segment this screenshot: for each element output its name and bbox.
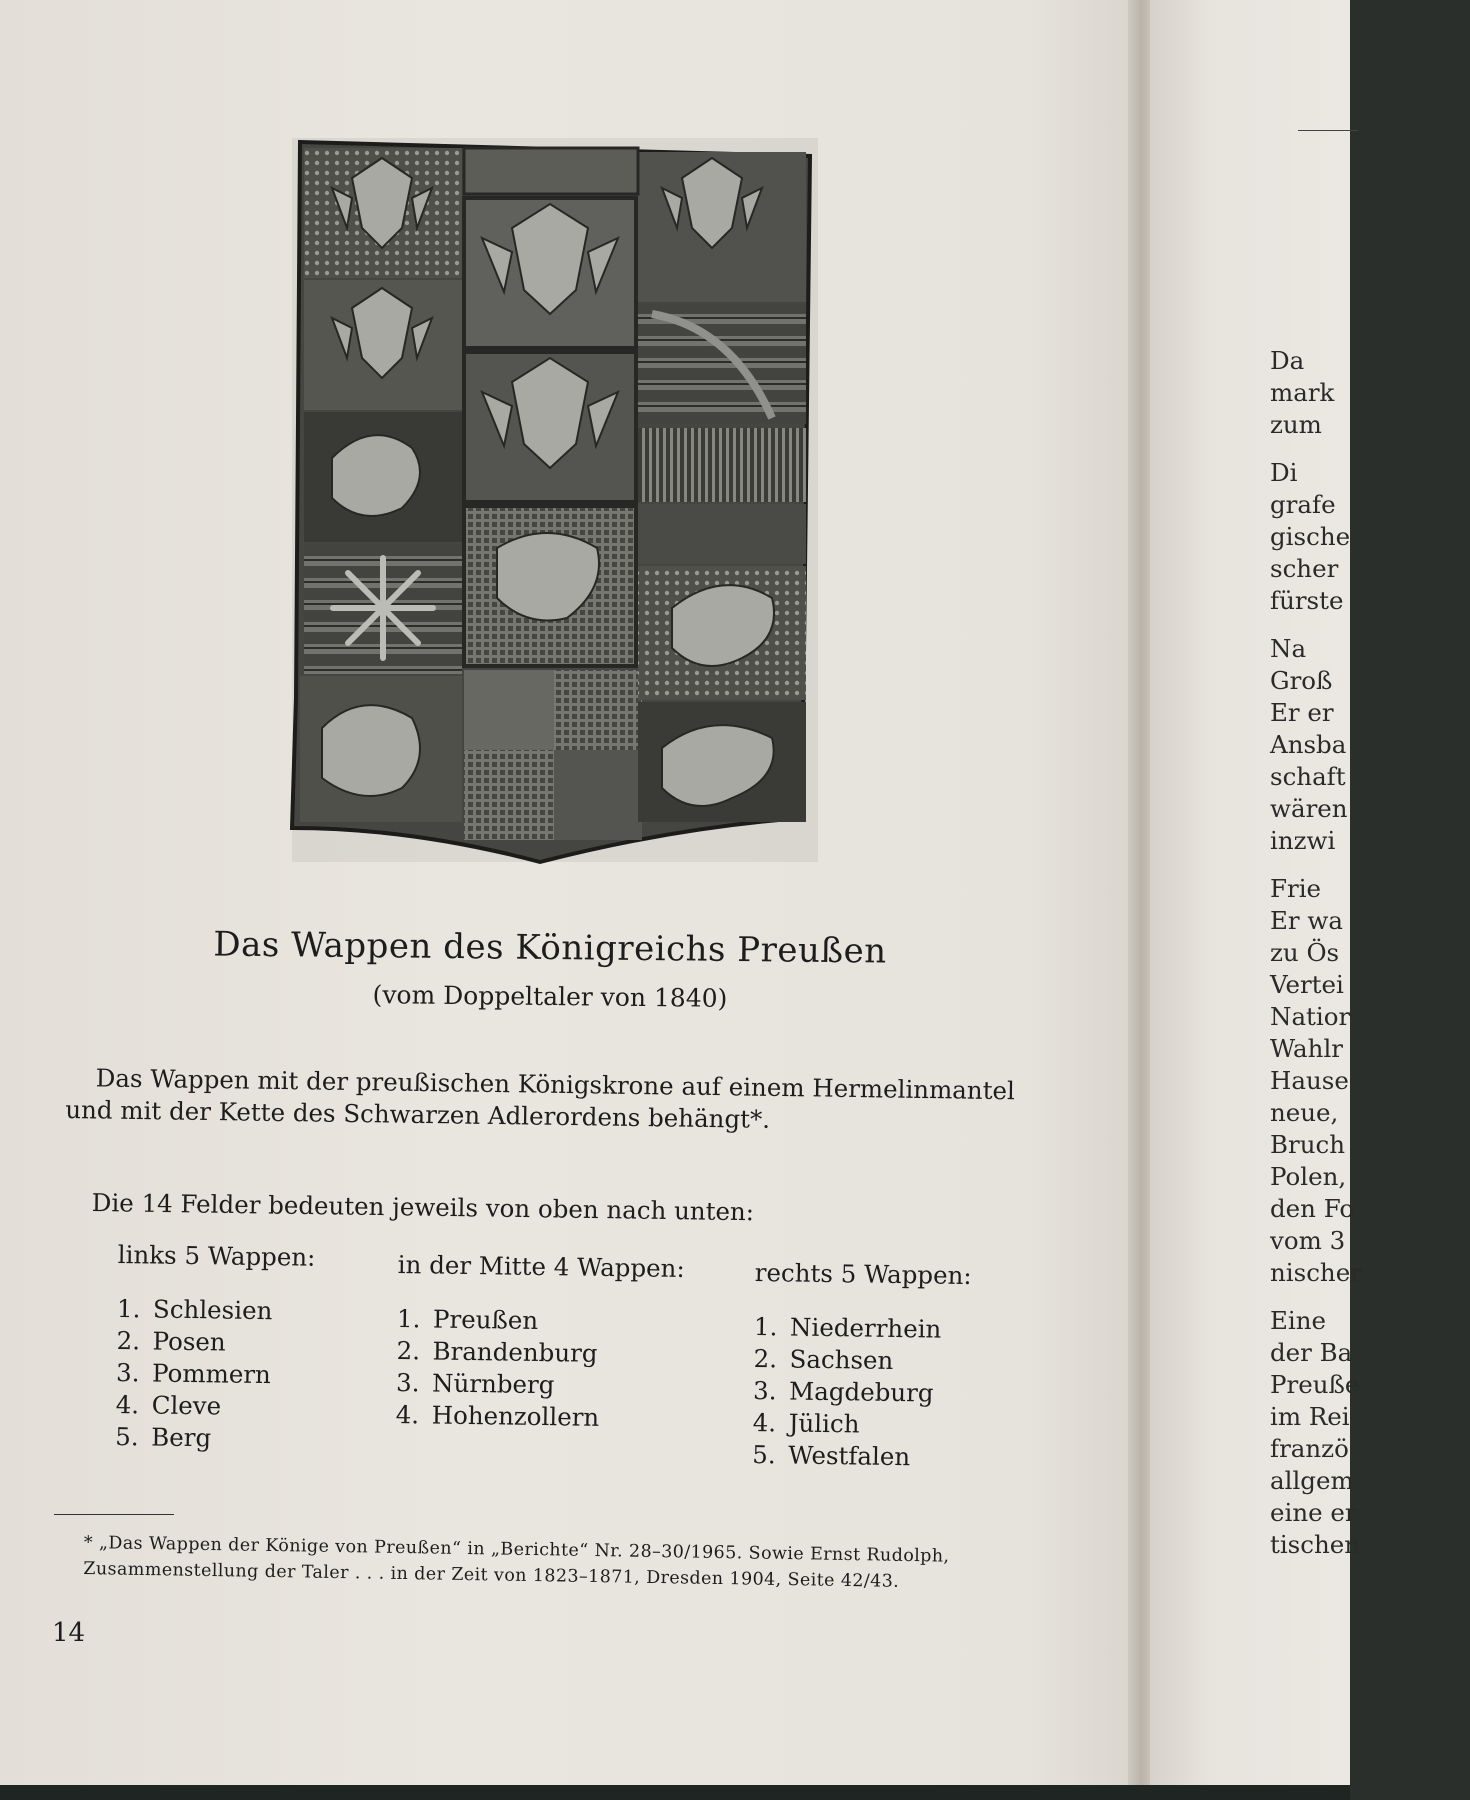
list-item: 3. Pommern bbox=[115, 1357, 272, 1390]
text-fragment: Hause bbox=[1270, 1066, 1349, 1095]
list-item: 5. Berg bbox=[115, 1421, 212, 1453]
right-page-text-fragments bbox=[1270, 345, 1470, 1561]
footnote-line: Zusammenstellung der Taler . . . in der Zeit von 1823–1871, Dresden 1904, Seite 42/43. bbox=[83, 1558, 900, 1592]
list-item: 2. Sachsen bbox=[753, 1343, 894, 1375]
field-list bbox=[752, 1311, 971, 1474]
footnote-line: * „Das Wappen der Könige von Preußen“ in „Berichte“ Nr. 28–30/1965. Sowie Ernst Rudolph, bbox=[83, 1532, 950, 1567]
paragraph-gap bbox=[1270, 1289, 1470, 1305]
text-fragment: Groß bbox=[1270, 666, 1333, 695]
list-item: 4. Hohenzollern bbox=[395, 1399, 600, 1432]
text-fragment: Na bbox=[1270, 634, 1307, 663]
list-item: 3. Magdeburg bbox=[752, 1375, 934, 1408]
text-fragment: Da bbox=[1270, 346, 1305, 375]
description-line: Das Wappen mit der preußischen Königskrone auf einem Hermelinmantel bbox=[95, 1063, 1016, 1106]
text-fragment: Vertei bbox=[1270, 970, 1344, 999]
text-fragment: Eine bbox=[1270, 1306, 1326, 1335]
text-fragment: zu Ös bbox=[1270, 938, 1340, 967]
text-fragment: Di bbox=[1270, 458, 1298, 487]
description-line: und mit der Kette des Schwarzen Adlerordens behängt*. bbox=[65, 1094, 771, 1134]
text-fragment: scher bbox=[1270, 554, 1339, 583]
text-fragment: allgem bbox=[1270, 1466, 1354, 1495]
text-fragment: wären bbox=[1270, 794, 1348, 823]
text-fragment: Er wa bbox=[1270, 906, 1343, 935]
field-list bbox=[395, 1303, 684, 1435]
text-fragment: vom 3 bbox=[1270, 1226, 1346, 1255]
column-heading: links 5 Wappen: bbox=[117, 1240, 316, 1272]
text-fragment: mark bbox=[1270, 378, 1335, 407]
text-fragment: Natior bbox=[1270, 1002, 1351, 1031]
text-fragment: eine er bbox=[1270, 1498, 1357, 1527]
list-item: 2. Brandenburg bbox=[396, 1335, 598, 1368]
text-fragment: zum bbox=[1270, 410, 1322, 439]
text-fragment: gische bbox=[1270, 522, 1351, 551]
prussia-coat-of-arms-image bbox=[292, 138, 818, 862]
list-item: 1. Niederrhein bbox=[753, 1311, 942, 1344]
list-item: 4. Jülich bbox=[752, 1407, 860, 1439]
text-fragment: Polen, bbox=[1270, 1162, 1347, 1191]
text-fragment: im Rei bbox=[1270, 1402, 1350, 1431]
text-fragment: franzö bbox=[1270, 1434, 1349, 1463]
figure-caption-title: Das Wappen des Königreichs Preußen bbox=[213, 924, 887, 972]
paragraph-gap bbox=[1270, 441, 1470, 457]
text-fragment: inzwi bbox=[1270, 826, 1336, 855]
text-fragment: der Ba bbox=[1270, 1338, 1353, 1367]
list-item: 1. Schlesien bbox=[116, 1293, 273, 1326]
text-fragment: neue, bbox=[1270, 1098, 1339, 1127]
middle-fields-column bbox=[395, 1250, 684, 1435]
column-heading: rechts 5 Wappen: bbox=[754, 1258, 972, 1291]
text-fragment: Frie bbox=[1270, 874, 1322, 903]
figure-caption-subtitle: (vom Doppeltaler von 1840) bbox=[372, 980, 728, 1013]
text-fragment: fürste bbox=[1270, 586, 1344, 615]
left-fields-column bbox=[115, 1240, 316, 1456]
fields-intro: Die 14 Felder bedeuten jeweils von oben nach unten: bbox=[91, 1188, 755, 1227]
text-fragment: Wahlr bbox=[1270, 1034, 1343, 1063]
list-item: 5. Westfalen bbox=[752, 1439, 911, 1472]
table-edge bbox=[0, 1785, 1350, 1800]
list-item: 2. Posen bbox=[116, 1325, 226, 1357]
text-fragment: Er er bbox=[1270, 698, 1334, 727]
footnote-divider bbox=[54, 1514, 174, 1515]
list-item: 3. Nürnberg bbox=[395, 1367, 555, 1400]
paragraph-gap bbox=[1270, 857, 1470, 873]
text-fragment: grafe bbox=[1270, 490, 1336, 519]
paragraph-gap bbox=[1270, 617, 1470, 633]
column-heading: in der Mitte 4 Wappen: bbox=[397, 1250, 685, 1284]
text-fragment: Preuße bbox=[1270, 1370, 1360, 1399]
text-fragment: nischer bbox=[1270, 1258, 1362, 1287]
text-fragment: tischen bbox=[1270, 1530, 1361, 1559]
text-fragment: schaft bbox=[1270, 762, 1346, 791]
field-list bbox=[115, 1293, 315, 1456]
text-fragment: Bruch bbox=[1270, 1130, 1345, 1159]
list-item: 4. Cleve bbox=[115, 1389, 222, 1421]
right-page-rule bbox=[1298, 130, 1358, 131]
right-fields-column bbox=[752, 1258, 972, 1474]
page-number: 14 bbox=[52, 1618, 86, 1648]
description-paragraph bbox=[65, 1062, 1026, 1139]
text-fragment: den Fo bbox=[1270, 1194, 1355, 1223]
text-fragment: Ansba bbox=[1270, 730, 1347, 759]
list-item: 1. Preußen bbox=[396, 1303, 539, 1335]
